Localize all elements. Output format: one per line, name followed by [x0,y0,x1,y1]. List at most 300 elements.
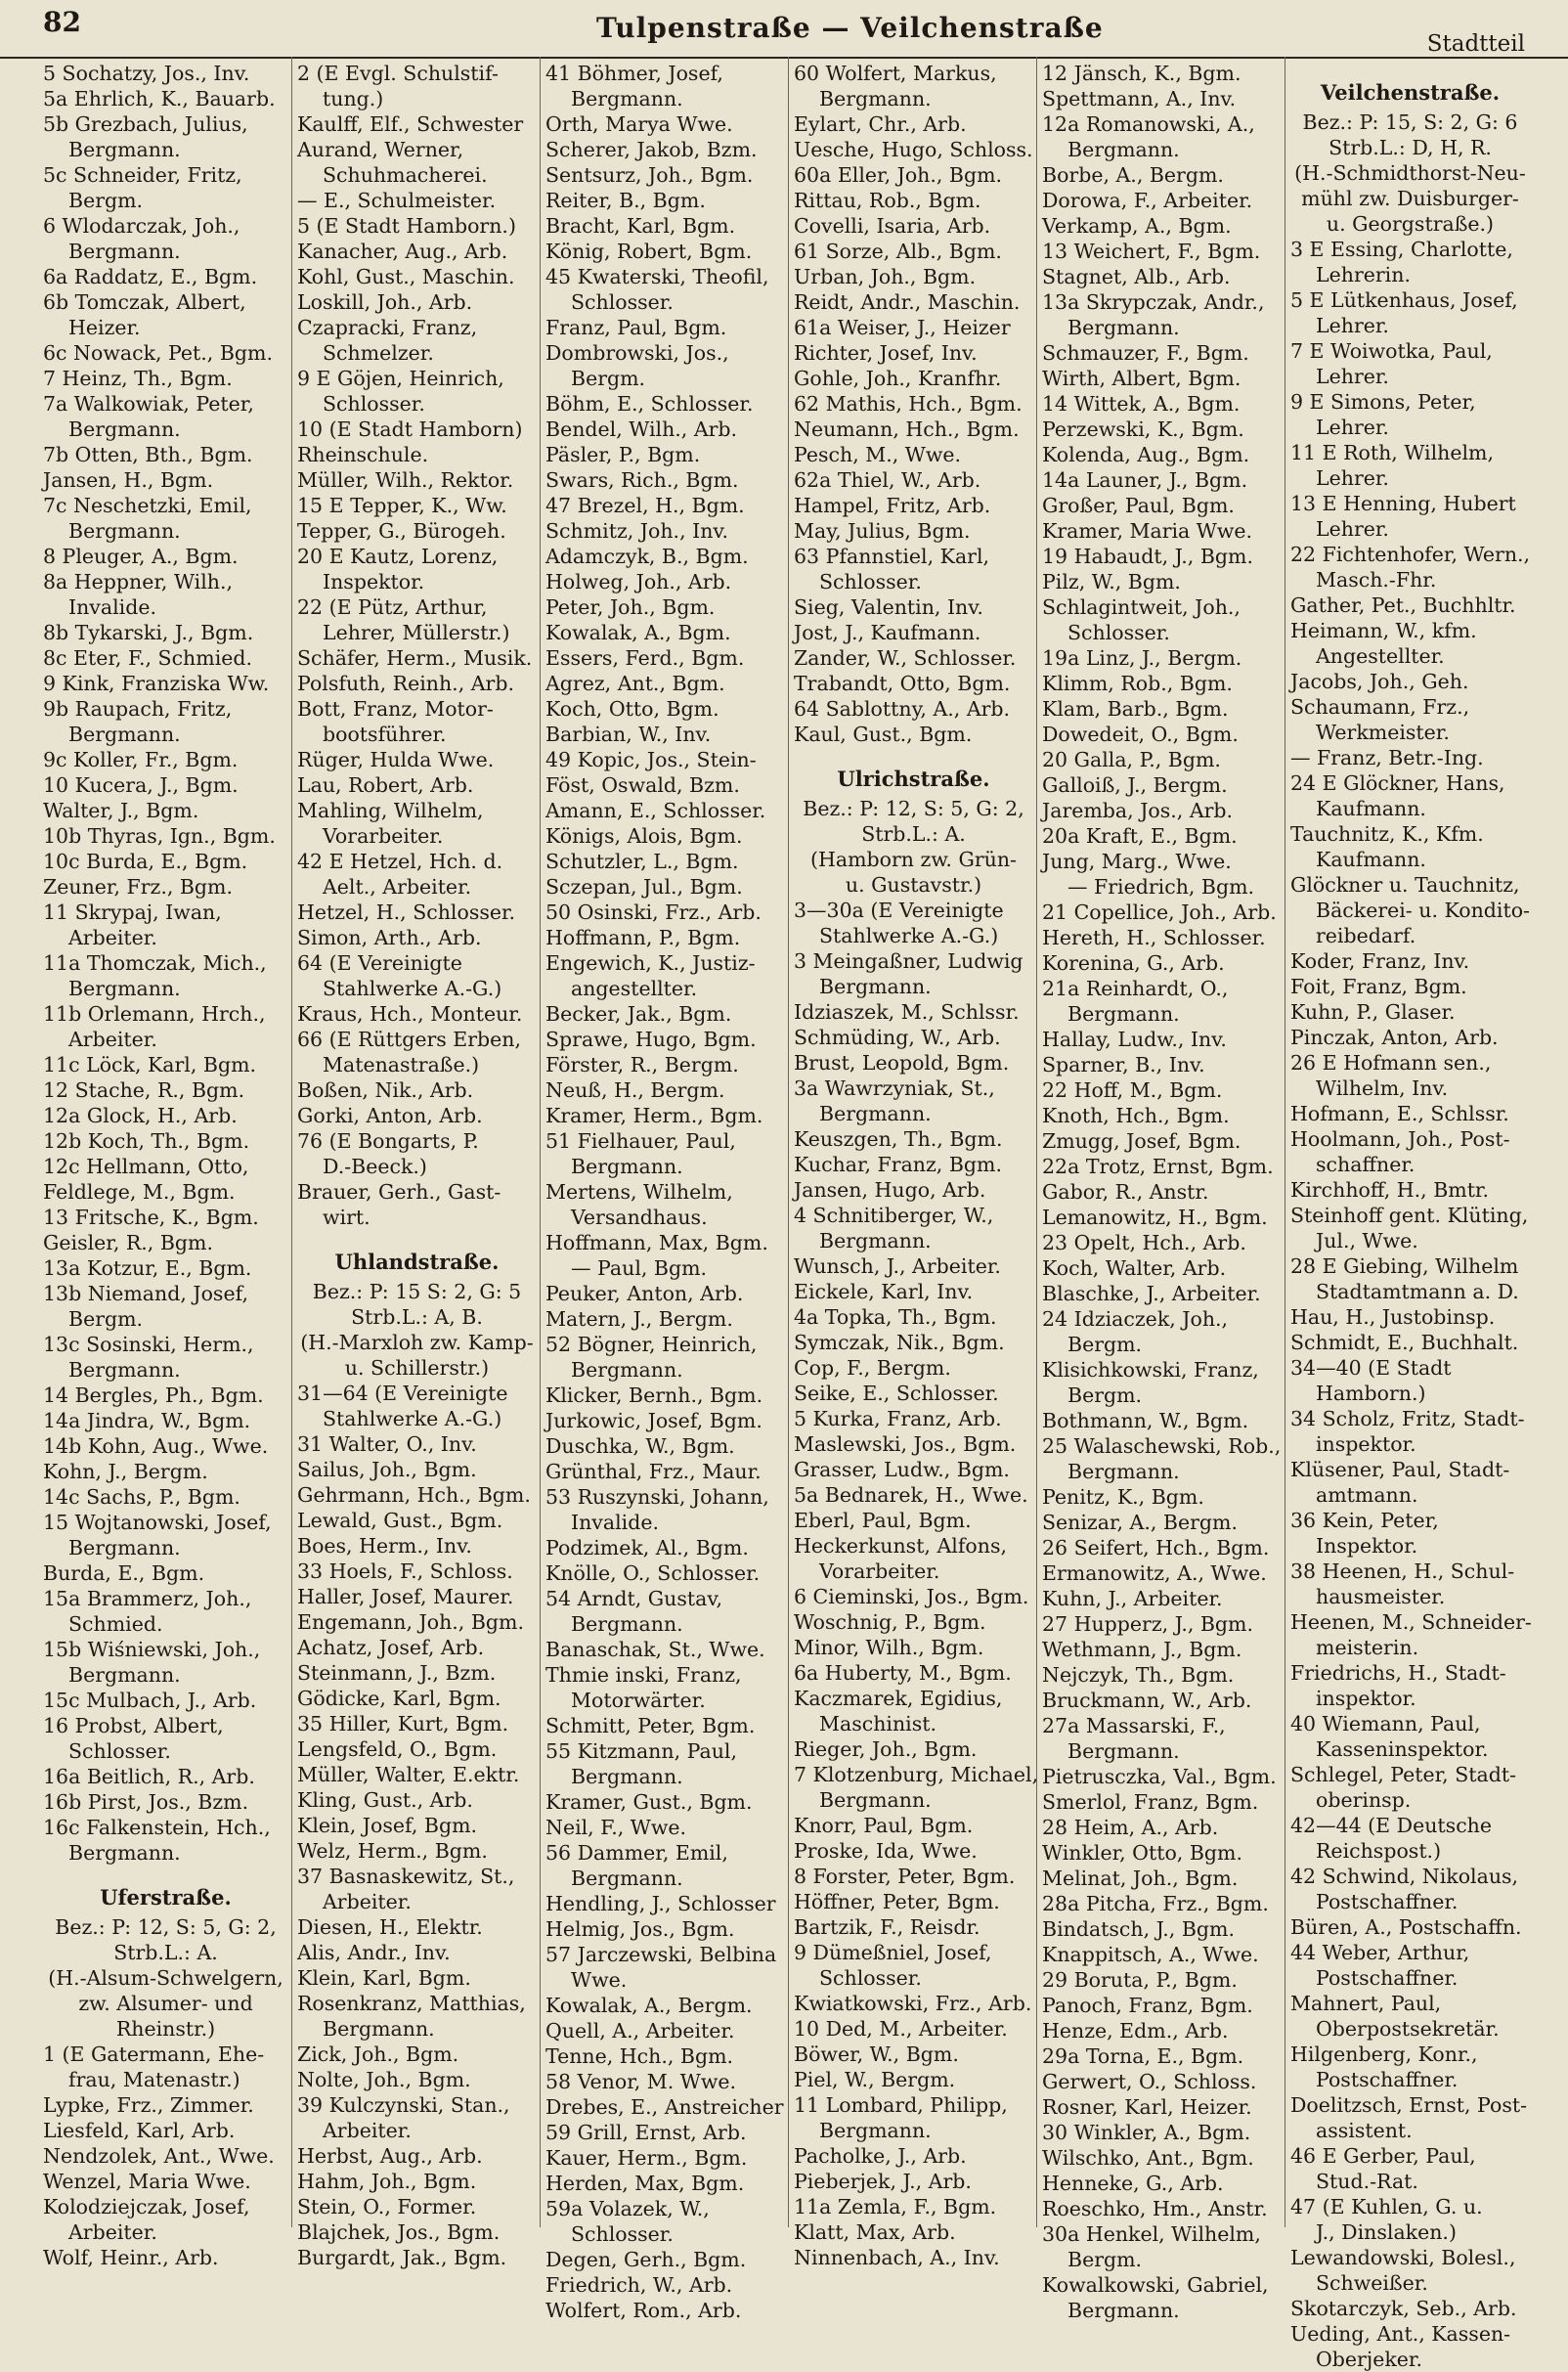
entry-line: Bendel, Wilh., Arb. [545,417,738,441]
entry-line: 27a Massarski, F., [1042,1714,1226,1737]
entry-line: Böwer, W., Bgm. [794,2043,959,2066]
street-info: Strb.L.: D, H, R. [1328,136,1492,159]
page-number: 82 [43,6,81,38]
entry-line: Mahling, Wilhelm, [297,799,484,822]
entry-line: Neil, F., Wwe. [545,1816,687,1839]
street-info: mühl zw. Duisburger- [1301,187,1519,210]
entry-line: 55 Kitzmann, Paul, [545,1739,737,1763]
entry-line: 13a Kotzur, E., Bgm. [43,1256,252,1280]
entry-line: Melinat, Joh., Bgm. [1042,1867,1239,1890]
entry-line: Bergmann. [1067,316,1180,339]
entry-line: 10 (E Stadt Hamborn) [297,417,523,441]
entry-line: 15a Brammerz, Joh., [43,1587,252,1610]
entry-line: Kolodziejczak, Josef, [43,2195,250,2218]
entry-line: 13 E Henning, Hubert [1290,492,1516,515]
entry-line: oberinsp. [1316,1788,1412,1812]
entry-line: 5c Schneider, Fritz, [43,163,242,187]
entry-line: Bergmann. [571,87,683,110]
entry-line: Heizer. [68,316,141,339]
entry-line: Kaul, Gust., Bgm. [794,723,973,746]
entry-line: 12a Glock, H., Arb. [43,1104,238,1127]
entry-line: Gohle, Joh., Kranfhr. [794,367,1002,390]
entry-line: 20a Kraft, E., Bgm. [1042,824,1238,848]
entry-line: Henneke, G., Arb. [1042,2172,1224,2195]
entry-line: Herden, Max, Bgm. [545,2172,745,2195]
entry-line: Wenzel, Maria Wwe. [43,2170,251,2193]
entry-line: Blajchek, Jos., Bgm. [297,2220,501,2244]
entry-line: Jost, J., Kaufmann. [794,621,981,644]
entry-line: Schäfer, Herm., Musik. [297,646,533,670]
entry-line: Heimann, W., kfm. [1290,619,1477,642]
entry-line: Arbeiter. [68,926,157,949]
entry-line: Engemann, Joh., Bgm. [297,1610,524,1634]
entry-line: Kanacher, Aug., Arb. [297,240,508,263]
entry-line: Galloiß, J., Bergm. [1042,773,1228,797]
entry-line: Smerlol, Franz, Bgm. [1042,1790,1259,1814]
entry-line: 5a Bednarek, H., Wwe. [794,1483,1028,1507]
entry-line: Loskill, Joh., Arb. [297,290,473,314]
entry-line: Kowalak, A., Bgm. [545,621,731,644]
entry-line: Bergmann. [819,1102,932,1125]
entry-line: Bergmann. [571,1765,683,1788]
entry-line: Gather, Pet., Buchhltr. [1290,593,1516,617]
street-info: Strb.L.: A. [861,822,966,846]
entry-line: Jaremba, Jos., Arb. [1042,799,1234,822]
entry-line: 6 Wlodarczak, Joh., [43,214,240,238]
entry-line: 14 Wittek, A., Bgm. [1042,392,1241,416]
entry-line: Lengsfeld, O., Bgm. [297,1737,498,1761]
column-6 [1285,57,1533,2371]
entry-line: Idziaszek, M., Schlssr. [794,1000,1020,1024]
entry-line: 10 Kucera, J., Bgm. [43,773,239,797]
column-3 [540,57,788,2322]
entry-line: Schlagintweit, Joh., [1042,595,1241,619]
entry-line: Knölle, O., Schlosser. [545,1561,761,1585]
entry-line: Bergmann. [68,1663,181,1687]
entry-line: Arbeiter. [68,2220,157,2244]
entry-line: 40 Wiemann, Paul, [1290,1712,1481,1735]
entry-line: Dombrowski, Jos., [545,341,729,365]
entry-line: Dowedeit, O., Bgm. [1042,723,1239,746]
entry-line: Kolenda, Aug., Bgm. [1042,443,1250,466]
entry-line: 34 Scholz, Fritz, Stadt- [1290,1407,1525,1430]
entry-line: 64 (E Vereinigte [297,951,462,975]
entry-line: Wilschko, Ant., Bgm. [1042,2146,1254,2170]
entry-line: 7 E Woiwotka, Paul, [1290,339,1493,363]
entry-line: Urban, Joh., Bgm. [794,265,977,288]
entry-line: Kwiatkowski, Frz., Arb. [794,1992,1032,2015]
entry-line: Tauchnitz, K., Kfm. [1290,822,1484,846]
entry-line: Winkler, Otto, Bgm. [1042,1841,1242,1865]
entry-line: 24 E Glöckner, Hans, [1290,771,1505,795]
entry-line: Kramer, Maria Wwe. [1042,519,1253,543]
entry-line: 53 Ruszynski, Johann, [545,1485,769,1509]
entry-line: Sparner, B., Inv. [1042,1053,1205,1076]
entry-line: 8c Eter, F., Schmied. [43,646,253,670]
entry-line: Postschaffner. [1316,1966,1459,1990]
entry-line: Penitz, K., Bgm. [1042,1485,1204,1509]
entry-line: Klüsener, Paul, Stadt- [1290,1458,1510,1481]
entry-line: 23 Opelt, Hch., Arb. [1042,1231,1246,1254]
entry-line: Verkamp, A., Bgm. [1042,214,1232,238]
entry-line: König, Robert, Bgm. [545,240,753,263]
entry-line: assistent. [1316,2119,1413,2142]
entry-line: 42 Schwind, Nikolaus, [1290,1865,1519,1888]
entry-line: Wolfert, Rom., Arb. [545,2299,742,2322]
entry-line: Jurkowic, Josef, Bgm. [545,1409,762,1432]
entry-line: Eberl, Paul, Bgm. [794,1509,972,1532]
entry-line: Jul., Wwe. [1316,1229,1418,1252]
entry-line: 3 E Essing, Charlotte, [1290,238,1513,261]
entry-line: Bergmann. [571,1867,683,1890]
entry-line: 9 Dümeßniel, Josef, [794,1941,992,1964]
entry-line: 15 E Tepper, K., Ww. [297,494,507,517]
column-1 [43,57,291,2269]
entry-line: Grünthal, Frz., Maur. [545,1460,762,1483]
entry-line: Welz, Herm., Bgm. [297,1839,488,1863]
entry-line: Eylart, Chr., Arb. [794,112,967,136]
entry-line: Woschnig, P., Bgm. [794,1610,986,1634]
entry-line: Hofmann, E., Schlssr. [1290,1102,1509,1125]
entry-line: Sieg, Valentin, Inv. [794,595,983,619]
page-title: Tulpenstraße — Veilchenstraße [596,12,1104,44]
entry-line: Senizar, A., Bergm. [1042,1511,1238,1534]
entry-line: Hendling, J., Schlosser [545,1892,776,1915]
entry-line: 5 E Lütkenhaus, Josef, [1290,288,1518,312]
entry-line: 8 Forster, Peter, Bgm. [794,1865,1016,1888]
entry-line: Föst, Oswald, Bzm. [545,773,740,797]
entry-line: 60a Eller, Joh., Bgm. [794,163,1003,187]
entry-line: 54 Arndt, Gustav, [545,1587,723,1610]
street-info: u. Schillerstr.) [344,1356,490,1380]
entry-line: 5 (E Stadt Hamborn.) [297,214,516,238]
entry-line: Liesfeld, Karl, Arb. [43,2119,236,2142]
entry-line: 52 Bögner, Heinrich, [545,1333,758,1356]
entry-line: Rosner, Karl, Heizer. [1042,2095,1252,2119]
entry-line: Lehrer. [1316,365,1389,388]
entry-line: Stein, O., Former. [297,2195,477,2218]
entry-line: Aurand, Werner, [297,138,464,161]
entry-line: Bergmann. [68,138,181,161]
entry-line: 76 (E Bongarts, P. [297,1129,479,1153]
entry-line: Kling, Gust., Arb. [297,1788,473,1812]
entry-line: 31 Walter, O., Inv. [297,1432,477,1456]
entry-line: Kraus, Hch., Monteur. [297,1002,523,1026]
entry-line: Sentsurz, Joh., Bgm. [545,163,754,187]
entry-line: Klicker, Bernh., Bgm. [545,1384,763,1407]
entry-line: Schaumann, Frz., [1290,695,1470,719]
entry-line: Schlosser. [1067,621,1170,644]
entry-line: 42 E Hetzel, Hch. d. [297,850,503,873]
entry-line: Lau, Robert, Arb. [297,773,474,797]
street-info: Strb.L.: A. [113,1941,218,1964]
entry-line: Angestellter. [1316,644,1445,668]
entry-line: 28 E Giebing, Wilhelm [1290,1254,1519,1278]
entry-line: 7c Neschetzki, Emil, [43,494,252,517]
page-header [0,0,1568,59]
entry-line: Gorki, Anton, Arb. [297,1104,483,1127]
entry-line: Masch.-Fhr. [1316,568,1437,592]
entry-line: 14a Jindra, W., Bgm. [43,1409,251,1432]
entry-line: Kowalkowski, Gabriel, [1042,2273,1269,2297]
entry-line: Hamborn.) [1316,1382,1426,1405]
entry-line: 8 Pleuger, A., Bgm. [43,545,239,568]
entry-line: Boßen, Nik., Arb. [297,1078,474,1102]
entry-line: 58 Venor, M. Wwe. [545,2070,737,2093]
entry-line: Bergm. [1067,1333,1143,1356]
entry-line: Mahnert, Paul, [1290,1992,1442,2015]
entry-line: 3 Meingaßner, Ludwig [794,949,1024,973]
district-label: Stadtteil [1426,31,1525,57]
entry-line: Bergmann. [571,1155,683,1178]
entry-line: Hau, H., Justobinsp. [1290,1305,1496,1329]
entry-line: Lewald, Gust., Bgm. [297,1509,503,1532]
street-info: Bez.: P: 15, S: 2, G: 6 [1302,110,1518,134]
entry-line: Zander, W., Schlosser. [794,646,1017,670]
entry-line: Stud.-Rat. [1316,2170,1418,2193]
entry-line: Reichspost.) [1316,1839,1442,1863]
entry-line: Covelli, Isaria, Arb. [794,214,991,238]
entry-line: Inspektor. [323,570,425,593]
entry-line: Minor, Wilh., Bgm. [794,1636,984,1659]
entry-line: Müller, Wilh., Rektor. [297,468,514,492]
entry-line: 28a Pitcha, Frz., Bgm. [1042,1892,1269,1915]
entry-line: Bäckerei- u. Kondito- [1316,899,1530,922]
entry-line: D.-Beeck.) [323,1155,427,1178]
column-5 [1036,57,1285,2322]
entry-line: Doelitzsch, Ernst, Post- [1290,2093,1528,2117]
entry-line: 14b Kohn, Aug., Wwe. [43,1434,269,1458]
entry-line: Müller, Walter, E.ektr. [297,1763,520,1786]
entry-line: 13 Fritsche, K., Bgm. [43,1206,259,1229]
entry-line: Tenne, Hch., Bgm. [545,2044,734,2068]
entry-line: Pacholke, J., Arb. [794,2144,967,2168]
entry-line: Agrez, Ant., Bgm. [545,672,725,695]
entry-line: Nolte, Joh., Bgm. [297,2068,471,2091]
entry-line: 7 Klotzenburg, Michael, [794,1763,1039,1786]
entry-line: Bergm. [68,189,144,212]
entry-line: 36 Kein, Peter, [1290,1509,1439,1532]
entry-line: Böhm, E., Schlosser. [545,392,754,416]
entry-line: Schutzler, L., Bgm. [545,850,739,873]
entry-line: Koder, Franz, Inv. [1290,949,1470,973]
street-info: Rheinstr.) [115,2017,216,2041]
entry-line: Bergmann. [819,1229,932,1252]
entry-line: 10 Ded, M., Arbeiter. [794,2017,1008,2041]
entry-line: Lehrer. [1316,466,1389,490]
entry-line: Peuker, Anton, Arb. [545,1282,744,1305]
entry-line: 13b Niemand, Josef, [43,1282,248,1305]
entry-line: Bergm. [68,1307,144,1331]
entry-line: Bergmann. [1067,1460,1180,1483]
entry-line: schaffner. [1316,1153,1416,1176]
entry-line: Wirth, Albert, Bgm. [1042,367,1241,390]
entry-line: Wunsch, J., Arbeiter. [794,1254,1001,1278]
entry-line: Arbeiter. [68,1028,157,1051]
entry-line: Trabandt, Otto, Bgm. [794,672,1011,695]
entry-line: Bergmann. [323,2017,435,2041]
entry-line: Friedrichs, H., Stadt- [1290,1661,1506,1685]
entry-line: Bergmann. [68,723,181,746]
entry-line: Foit, Franz, Bgm. [1290,975,1467,998]
entry-line: Päsler, P., Bgm. [545,443,701,466]
directory-columns [43,57,1533,2371]
entry-line: 9c Koller, Fr., Bgm. [43,748,239,771]
entry-line: Höffner, Peter, Bgm. [794,1890,1000,1913]
entry-line: 31—64 (E Vereinigte [297,1382,508,1405]
entry-line: Essers, Ferd., Bgm. [545,646,745,670]
entry-line: 16 Probst, Albert, [43,1714,224,1737]
entry-line: Panoch, Franz, Bgm. [1042,1994,1253,2017]
entry-line: 45 Kwaterski, Theofil, [545,265,769,288]
entry-line: 6a Huberty, M., Bgm. [794,1661,1012,1685]
entry-line: Bergmann. [819,2119,932,2142]
entry-line: Knorr, Paul, Bgm. [794,1814,974,1837]
entry-line: inspektor. [1316,1432,1416,1456]
entry-line: 6 Cieminski, Jos., Bgm. [794,1585,1029,1608]
entry-line: 26 Seifert, Hch., Bgm. [1042,1536,1270,1559]
entry-line: Franz, Paul, Bgm. [545,316,727,339]
entry-line: Kuhn, J., Arbeiter. [1042,1587,1223,1610]
entry-line: — E., Schulmeister. [297,189,497,212]
entry-line: May, Julius, Bgm. [794,519,971,543]
entry-line: Klatt, Max, Arb. [794,2220,956,2244]
entry-line: Czapracki, Franz, [297,316,478,339]
entry-line: Bergmann. [68,977,181,1000]
entry-line: Borbe, A., Bergm. [1042,163,1224,187]
entry-line: 20 E Kautz, Lorenz, [297,545,499,568]
entry-line: Nejczyk, Th., Bgm. [1042,1663,1235,1687]
entry-line: Reiter, B., Bgm. [545,189,706,212]
entry-line: Brust, Leopold, Bgm. [794,1051,1010,1075]
entry-line: 13 Weichert, F., Bgm. [1042,240,1261,263]
entry-line: Korenina, G., Arb. [1042,951,1225,975]
entry-line: Rittau, Rob., Bgm. [794,189,981,212]
entry-line: Kohn, J., Bergm. [43,1460,208,1483]
entry-line: tung.) [323,87,384,110]
entry-line: 34—40 (E Stadt [1290,1356,1452,1380]
entry-line: Bergmann. [1067,138,1180,161]
street-info: (H.-Schmidthorst-Neu- [1294,161,1526,185]
entry-line: 11c Löck, Karl, Bgm. [43,1053,257,1076]
entry-line: Königs, Alois, Bgm. [545,824,743,848]
entry-line: Richter, Josef, Inv. [794,341,978,365]
entry-line: 11 E Roth, Wilhelm, [1290,441,1495,464]
entry-line: Lewandowski, Bolesl., [1290,2246,1516,2269]
entry-line: 11 Lombard, Philipp, [794,2093,1008,2117]
entry-line: 9 E Göjen, Heinrich, [297,367,504,390]
entry-line: Bergmann. [819,87,932,110]
entry-line: 22 Fichtenhofer, Wern., [1290,543,1531,566]
entry-line: 10c Burda, E., Bgm. [43,850,248,873]
entry-line: Burda, E., Bgm. [43,1561,205,1585]
entry-line: 7b Otten, Bth., Bgm. [43,443,253,466]
entry-line: Brauer, Gerh., Gast- [297,1180,501,1204]
entry-line: Heckerkunst, Alfons, [794,1534,1007,1558]
entry-line: Kasseninspektor. [1316,1737,1489,1761]
entry-line: Hampel, Fritz, Arb. [794,494,991,517]
entry-line: Bergmann. [68,519,181,543]
entry-line: wirt. [323,1206,370,1229]
entry-line: 21 Copellice, Joh., Arb. [1042,900,1277,924]
entry-line: 5 Kurka, Franz, Arb. [794,1407,1002,1430]
entry-line: Bindatsch, J., Bgm. [1042,1917,1235,1941]
entry-line: 62a Thiel, W., Arb. [794,468,981,492]
entry-line: Neuß, H., Bergm. [545,1078,725,1102]
entry-line: Blaschke, J., Arbeiter. [1042,1282,1261,1305]
entry-line: Bergmann. [68,1841,181,1865]
entry-line: Burgardt, Jak., Bgm. [297,2246,507,2269]
entry-line: 49 Kopic, Jos., Stein- [545,748,757,771]
street-info: (H.-Marxloh zw. Kamp- [300,1331,534,1354]
entry-line: 63 Pfannstiel, Karl, [794,545,990,568]
column-2 [291,57,540,2269]
entry-line: 6b Tomczak, Albert, [43,290,246,314]
entry-line: 27 Hupperz, J., Bgm. [1042,1612,1254,1636]
entry-line: 5b Grezbach, Julius, [43,112,248,136]
entry-line: Reidt, Andr., Maschin. [794,290,1021,314]
entry-line: 14a Launer, J., Bgm. [1042,468,1248,492]
entry-line: Alis, Andr., Inv. [297,1941,451,1964]
entry-line: Rosenkranz, Matthias, [297,1992,526,2015]
entry-line: Schlosser. [68,1739,171,1763]
entry-line: 30a Henkel, Wilhelm, [1042,2222,1261,2246]
entry-line: Bergmann. [68,240,181,263]
entry-line: 50 Osinski, Frz., Arb. [545,900,762,924]
entry-line: Schmauzer, F., Bgm. [1042,341,1249,365]
entry-line: Schlosser. [819,570,922,593]
entry-line: Tepper, G., Bürogeh. [297,519,506,543]
entry-line: Sprawe, Hugo, Bgm. [545,1028,757,1051]
entry-line: 11a Zemla, F., Bgm. [794,2195,997,2218]
entry-line: meisterin. [1316,1636,1419,1659]
entry-line: Bruckmann, W., Arb. [1042,1689,1252,1712]
entry-line: Becker, Jak., Bgm. [545,1002,732,1026]
entry-line: Invalide. [571,1511,659,1534]
entry-line: Knappitsch, A., Wwe. [1042,1943,1259,1966]
entry-line: Lehrer. [1316,517,1389,541]
entry-line: Aelt., Arbeiter. [323,875,472,899]
entry-line: Bracht, Karl, Bgm. [545,214,736,238]
entry-line: Pinczak, Anton, Arb. [1290,1026,1499,1049]
entry-line: 1 (E Gatermann, Ehe- [43,2043,265,2066]
entry-line: Ueding, Ant., Kassen- [1290,2322,1511,2346]
entry-line: Lypke, Frz., Zimmer. [43,2093,254,2117]
entry-line: 6c Nowack, Pet., Bgm. [43,341,273,365]
entry-line: 11b Orlemann, Hrch., [43,1002,266,1026]
entry-line: Schmidt, E., Buchhalt. [1290,1331,1519,1354]
entry-line: 47 (E Kuhlen, G. u. [1290,2195,1483,2218]
entry-line: Schlosser. [323,392,425,416]
entry-line: inspektor. [1316,1687,1416,1710]
entry-line: Schlosser. [571,2222,674,2246]
entry-line: Zick, Joh., Bgm. [297,2043,459,2066]
entry-line: amtmann. [1316,1483,1418,1507]
entry-line: 15b Wiśniewski, Joh., [43,1638,261,1661]
entry-line: 44 Weber, Arthur, [1290,1941,1470,1964]
entry-line: Kohl, Gust., Maschin. [297,265,515,288]
entry-line: Podzimek, Al., Bgm. [545,1536,749,1559]
entry-line: 37 Basnaskewitz, St., [297,1865,515,1888]
entry-line: 9 E Simons, Peter, [1290,390,1476,414]
entry-line: 12a Romanowski, A., [1042,112,1255,136]
entry-line: Klam, Barb., Bgm. [1042,697,1229,721]
entry-line: Schlosser. [819,1966,922,1990]
entry-line: Bergm. [571,367,646,390]
entry-line: 56 Dammer, Emil, [545,1841,728,1865]
entry-line: Scherer, Jakob, Bzm. [545,138,758,161]
entry-line: Spettmann, A., Inv. [1042,87,1237,110]
